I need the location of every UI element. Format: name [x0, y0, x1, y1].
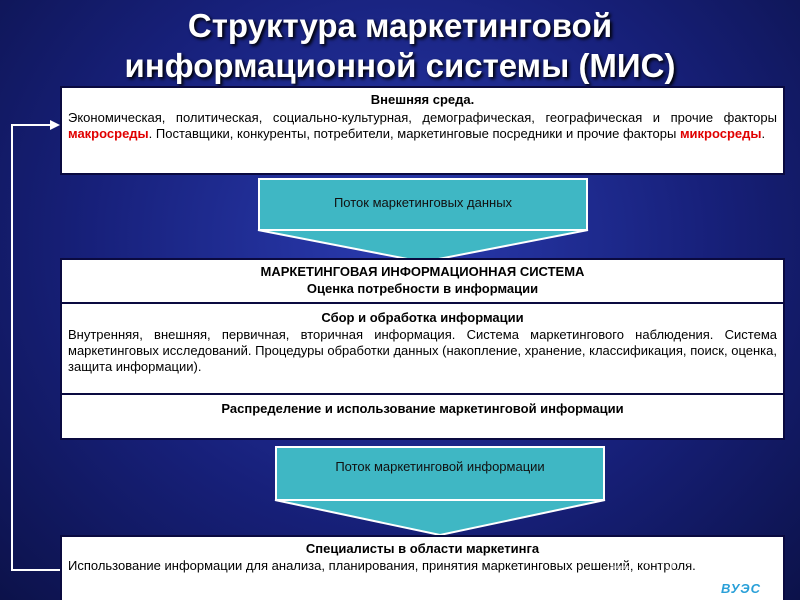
- external-text-part-1: Экономическая, политическая, социально-культурная, демографическая, географическая и прочие факторы: [68, 110, 777, 125]
- external-text-part-3: .: [761, 126, 766, 141]
- external-heading: Внешняя среда.: [370, 92, 475, 107]
- title-line-2: информационной системы (МИС): [124, 47, 676, 84]
- external-text-part-2: . Поставщики, конкуренты, потребители, маркетинговые посредники и прочие факторы: [148, 126, 680, 141]
- collect-section: [62, 304, 783, 395]
- specialists-text: Использование информации для анализа, планирования, принятия маркетинговых решений, контроля.: [68, 558, 696, 573]
- presentation-icon: [610, 545, 638, 569]
- external-environment-box: [60, 86, 785, 175]
- marketing-data-flow-label: Поток маркетинговых данных: [333, 195, 513, 210]
- external-text: [62, 110, 783, 142]
- badge-text: ВУЭС: [721, 581, 761, 596]
- macro-highlight: макросреды: [68, 126, 149, 141]
- myshared-watermark: [610, 540, 795, 570]
- watermark-text: MyShared: [644, 540, 769, 570]
- distribution-section: [62, 395, 783, 416]
- marketing-data-flow-box: [258, 178, 588, 231]
- mis-header: [62, 260, 783, 304]
- mis-heading-line-2: Оценка потребности в информации: [306, 281, 539, 296]
- marketing-info-flow-label: Поток маркетинговой информации: [335, 459, 545, 474]
- mis-box: [60, 258, 785, 440]
- micro-highlight: микросреды: [679, 126, 762, 141]
- mis-heading-line-1: МАРКЕТИНГОВАЯ ИНФОРМАЦИОННАЯ СИСТЕМА: [260, 264, 585, 279]
- university-logo: [710, 580, 772, 598]
- collect-text: Внутренняя, внешняя, первичная, вторичная информация. Система маркетингового наблюдения. Система маркетинговых исследований. Процедуры обработки данных (накопление, хранение, классификация, поиск, оценка, защита информации).: [68, 327, 777, 374]
- distribution-heading: Распределение и использование маркетинговой информации: [221, 401, 624, 416]
- specialists-heading: Специалисты в области маркетинга: [305, 541, 540, 556]
- down-arrow-2: [275, 500, 605, 535]
- collect-heading: Сбор и обработка информации: [321, 310, 524, 325]
- marketing-info-flow-box: [275, 446, 605, 501]
- title-line-1: Структура маркетинговой: [187, 7, 613, 44]
